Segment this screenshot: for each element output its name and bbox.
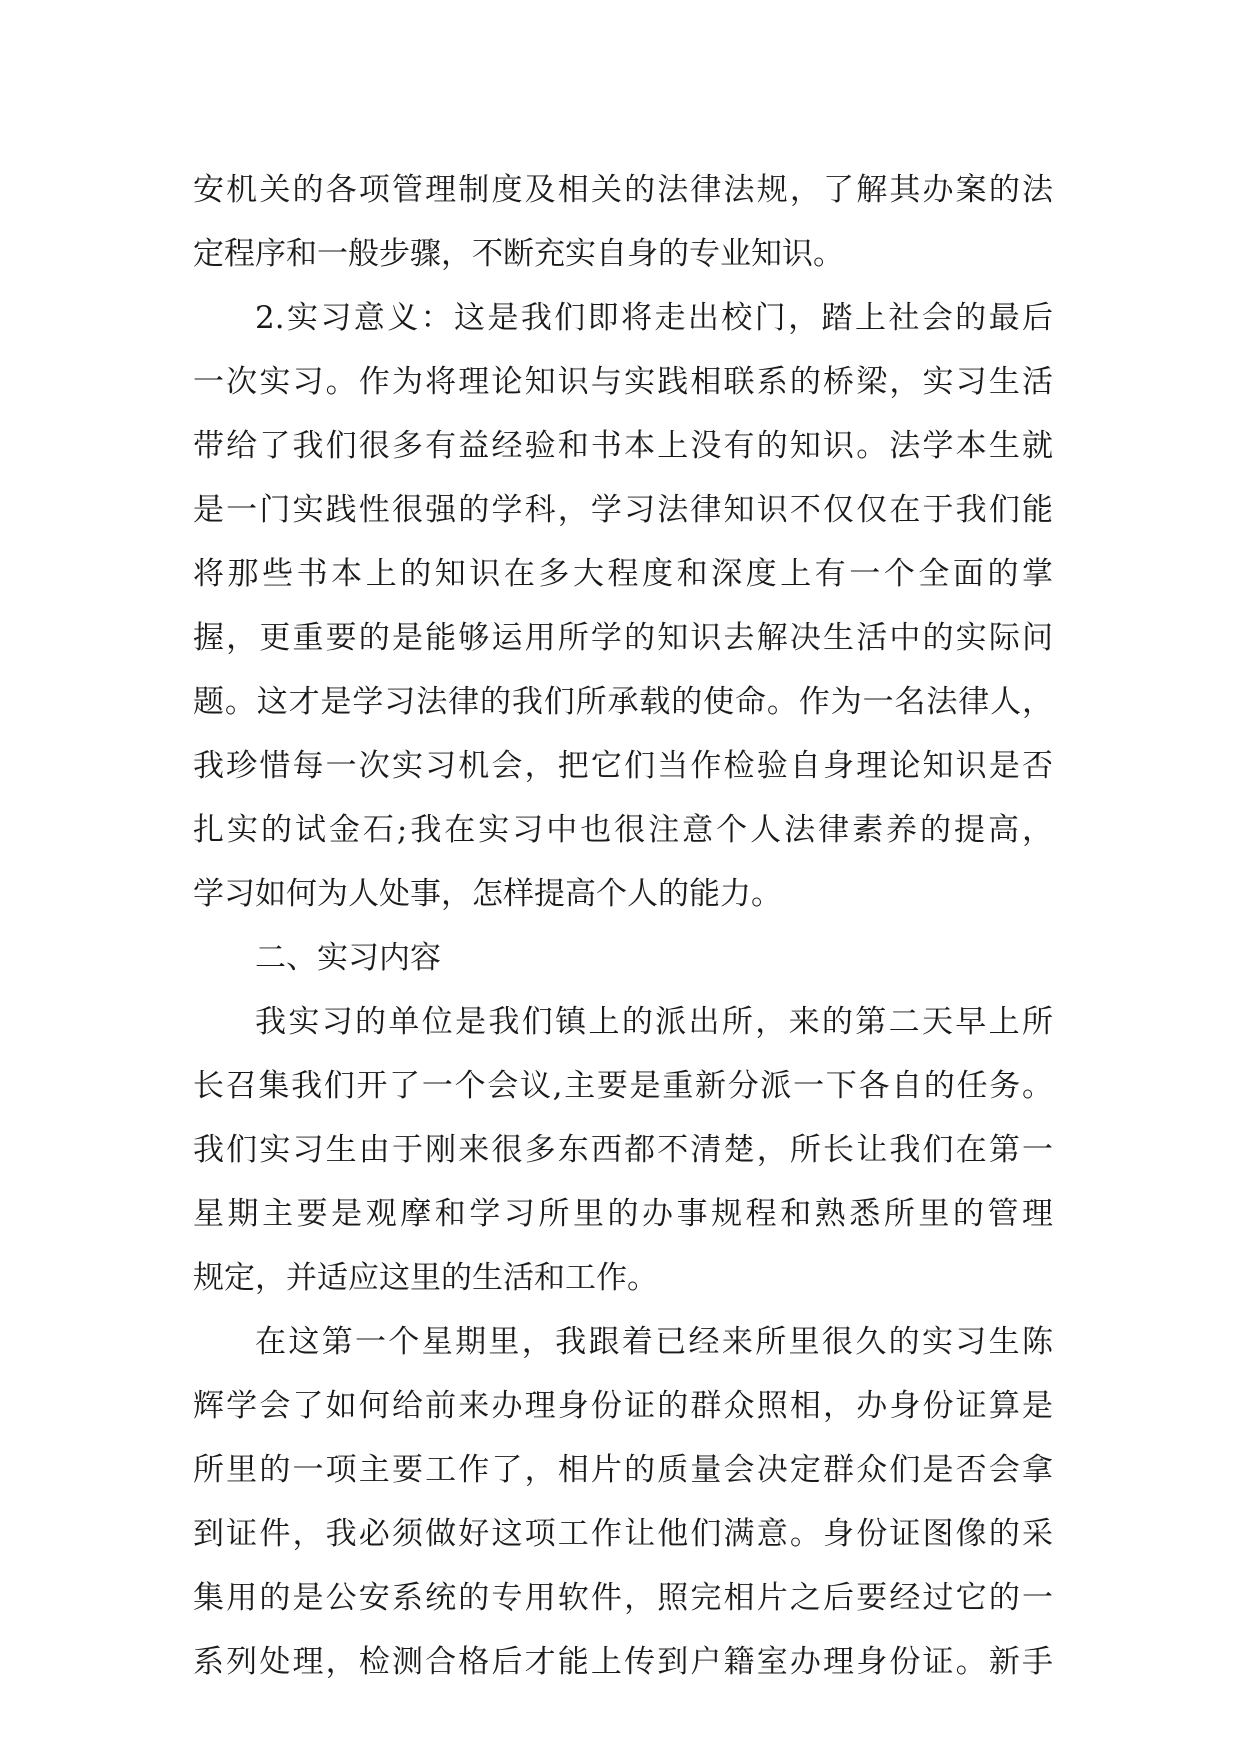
text-line: 扎实的试金石;我在实习中也很注意个人法律素养的提高， xyxy=(193,812,1053,848)
section-heading: 二、实习内容 xyxy=(255,940,441,976)
text-line: 到证件，我必须做好这项工作让他们满意。身份证图像的采 xyxy=(193,1516,1053,1552)
text-line: 一次实习。作为将理论知识与实践相联系的桥梁，实习生活 xyxy=(193,364,1053,400)
text-line: 将那些书本上的知识在多大程度和深度上有一个全面的掌 xyxy=(193,556,1053,592)
text-line: 辉学会了如何给前来办理身份证的群众照相，办身份证算是 xyxy=(193,1388,1053,1424)
text-line: 握，更重要的是能够运用所学的知识去解决生活中的实际问 xyxy=(193,620,1053,656)
text-line: 我珍惜每一次实习机会，把它们当作检验自身理论知识是否 xyxy=(193,748,1053,784)
text-line: 安机关的各项管理制度及相关的法律法规，了解其办案的法 xyxy=(193,172,1053,208)
text-line: 所里的一项主要工作了，相片的质量会决定群众们是否会拿 xyxy=(193,1452,1053,1488)
text-line: 我实习的单位是我们镇上的派出所，来的第二天早上所 xyxy=(255,1004,1053,1040)
text-line: 学习如何为人处事，怎样提高个人的能力。 xyxy=(193,876,782,912)
text-line: 定程序和一般步骤，不断充实自身的专业知识。 xyxy=(193,236,844,272)
text-line: 我们实习生由于刚来很多东西都不清楚，所长让我们在第一 xyxy=(193,1132,1053,1168)
text-line: 规定，并适应这里的生活和工作。 xyxy=(193,1260,658,1296)
document-body xyxy=(193,158,1053,1694)
text-line: 2.实习意义：这是我们即将走出校门，踏上社会的最后 xyxy=(255,300,1053,336)
text-line: 在这第一个星期里，我跟着已经来所里很久的实习生陈 xyxy=(255,1324,1053,1360)
text-line: 集用的是公安系统的专用软件，照完相片之后要经过它的一 xyxy=(193,1580,1053,1616)
text-line: 题。这才是学习法律的我们所承载的使命。作为一名法律人， xyxy=(193,684,1053,720)
text-line: 是一门实践性很强的学科，学习法律知识不仅仅在于我们能 xyxy=(193,492,1053,528)
text-line: 系列处理，检测合格后才能上传到户籍室办理身份证。新手 xyxy=(193,1644,1053,1680)
text-line: 星期主要是观摩和学习所里的办事规程和熟悉所里的管理 xyxy=(193,1196,1053,1232)
text-line: 长召集我们开了一个会议,主要是重新分派一下各自的任务。 xyxy=(193,1068,1053,1104)
text-line: 带给了我们很多有益经验和书本上没有的知识。法学本生就 xyxy=(193,428,1053,464)
